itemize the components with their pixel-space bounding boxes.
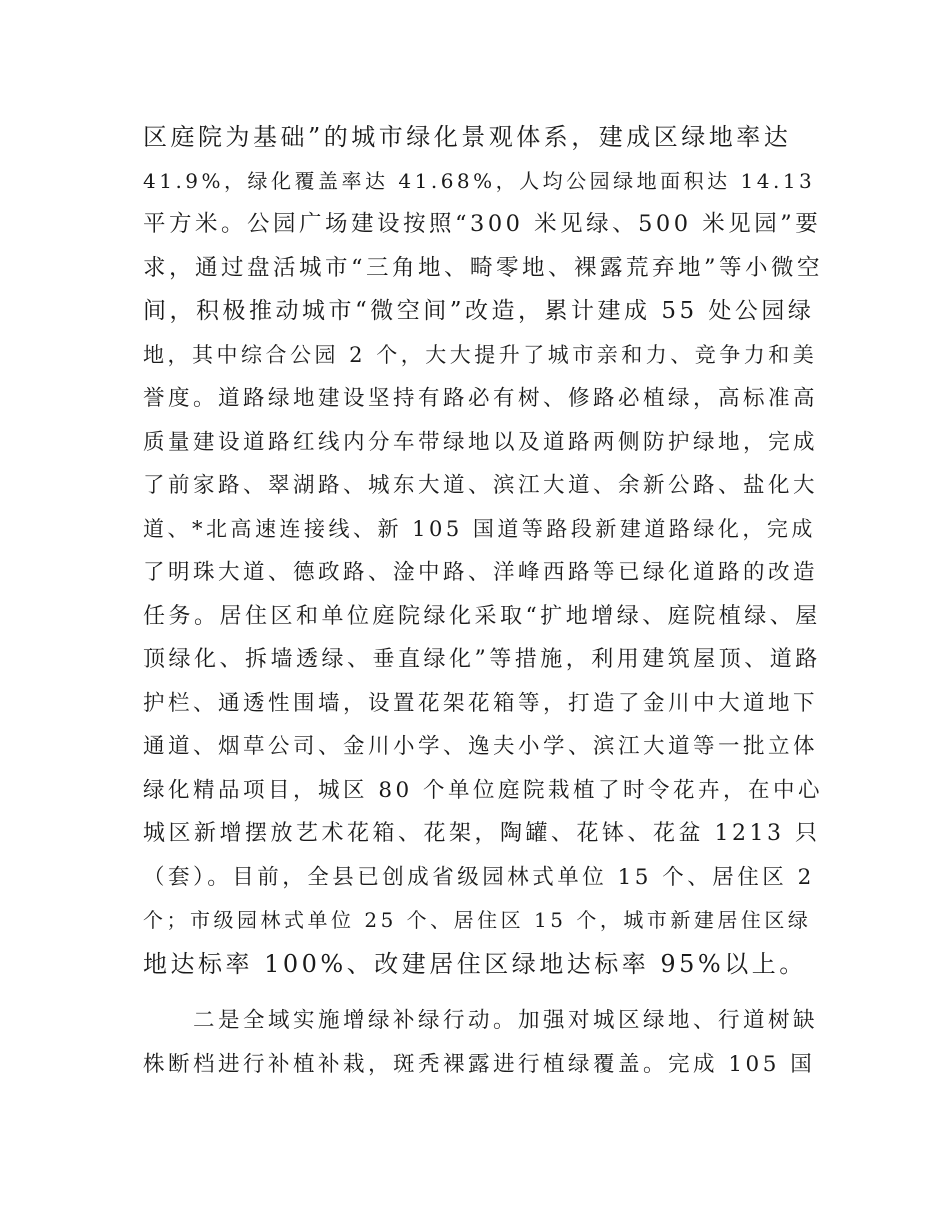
text-line: 城区新增摆放艺术花箱、花架，陶罐、花钵、花盆 1213 只 xyxy=(143,821,821,846)
text-line: 绿化精品项目，城区 80 个单位庭院栽植了时令花卉，在中心 xyxy=(143,777,824,803)
paragraph-spacer xyxy=(143,986,823,999)
text-line: （套）。目前，全县已创成省级园林式单位 15 个、居住区 2 xyxy=(143,864,815,890)
text-line: 地，其中综合公园 2 个，大大提升了城市亲和力、竞争力和美 xyxy=(143,342,818,367)
paragraph-2 xyxy=(143,999,823,1086)
text-line: 任务。居住区和单位庭院绿化采取“扩地增绿、庭院植绿、屋 xyxy=(143,603,821,629)
text-line: 了明珠大道、德政路、淦中路、洋峰西路等已绿化道路的改造 xyxy=(143,560,819,585)
text-line: 誉度。道路绿地建设坚持有路必有树、修路必植绿，高标准高 xyxy=(143,386,819,411)
body-text xyxy=(143,116,823,1086)
text-line: 个；市级园林式单位 25 个、居住区 15 个，城市新建居住区绿 xyxy=(143,908,812,932)
text-line: 地达标率 100%、改建居住区绿地达标率 95%以上。 xyxy=(143,949,807,978)
text-line: 41.9%，绿化覆盖率达 41.68%，人均公园绿地面积达 14.13 xyxy=(143,168,816,193)
text-line: 求，通过盘活城市“三角地、畸零地、裸露荒弃地”等小微空 xyxy=(143,254,824,281)
text-line: 间，积极推动城市“微空间”改造，累计建成 55 处公园绿 xyxy=(143,298,815,324)
text-line: 平方米。公园广场建设按照“300 米见绿、500 米见园”要 xyxy=(143,211,822,237)
text-line: 了前家路、翠湖路、城东大道、滨江大道、余新公路、盐化大 xyxy=(143,473,819,498)
text-line: 护栏、通透性围墙，设置花架花箱等，打造了金川中大道地下 xyxy=(143,690,819,716)
text-line: 二是全域实施增绿补绿行动。加强对城区绿地、行道树缺 xyxy=(143,1008,819,1033)
text-line: 区庭院为基础”的城市绿化景观体系，建成区绿地率达 xyxy=(143,123,792,151)
text-line: 道、*北高速连接线、新 105 国道等路段新建道路绿化，完成 xyxy=(143,516,816,541)
text-line: 通道、烟草公司、金川小学、逸夫小学、滨江大道等一批立体 xyxy=(143,734,819,759)
text-line: 顶绿化、拆墙透绿、垂直绿化”等措施，利用建筑屋顶、道路 xyxy=(143,647,821,672)
text-line: 质量建设道路红线内分车带绿地以及道路两侧防护绿地，完成 xyxy=(143,429,819,455)
paragraph-1 xyxy=(143,116,823,986)
text-line: 株断档进行补植补栽，斑秃裸露进行植绿覆盖。完成 105 国 xyxy=(143,1051,816,1077)
